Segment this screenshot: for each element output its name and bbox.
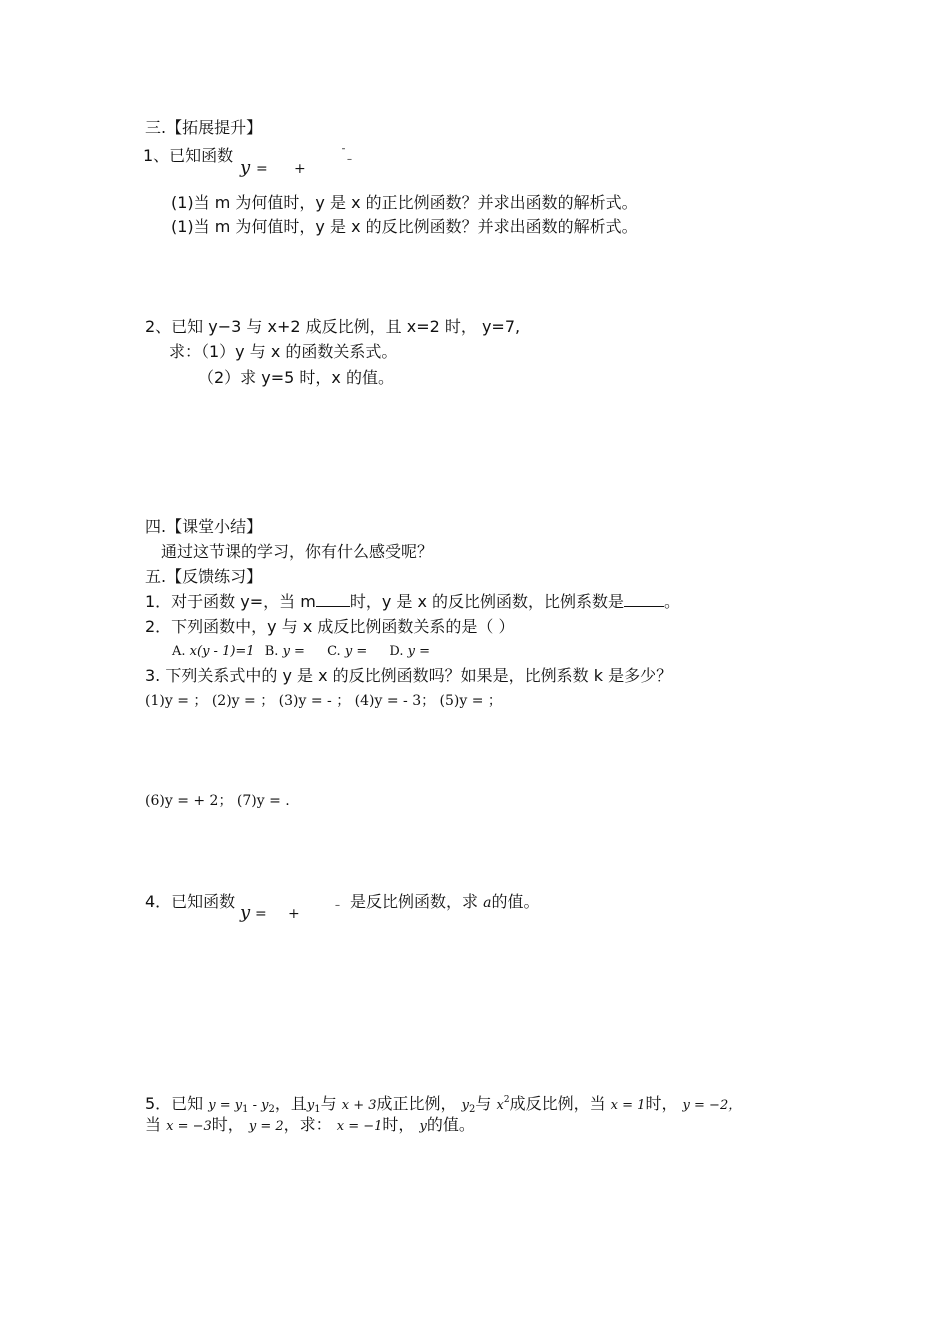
s5-q5-p11: x <box>496 1098 504 1113</box>
section-3-heading: 三.【拓展提升】 <box>145 118 263 137</box>
s5-q5-sup1: 2 <box>503 1095 510 1105</box>
s5-q5-p13: x = 1 <box>610 1098 646 1113</box>
s5-q2-option-b: y = <box>282 644 305 659</box>
s5-q1-b: 时，y 是 x 的反比例函数，比例系数是 <box>349 592 625 611</box>
s5-q4-eq-y: y <box>240 902 251 923</box>
s5-q5-l2i: 的值。 <box>426 1115 475 1134</box>
s5-q4-plus: + <box>288 906 300 922</box>
s4-text: 通过这节课的学习，你有什么感受呢？ <box>161 542 434 561</box>
s5-q5-p9: y <box>461 1098 469 1113</box>
s5-q2-option-d-label: D. <box>389 644 404 659</box>
s5-q1-blank-1 <box>316 592 350 607</box>
s5-q4-suffix <box>350 892 539 913</box>
s5-q1-blank-2 <box>624 592 664 607</box>
s3-q1-eq-y: y <box>240 157 251 178</box>
section-4-heading: 四.【课堂小结】 <box>145 517 263 536</box>
s3-q2-line1: 2、已知 y−3 与 x+2 成反比例，且 x=2 时， y=7, <box>145 317 521 336</box>
s3-q1-stem <box>143 146 233 166</box>
s5-q2-options <box>172 642 430 662</box>
s5-q5-p1: 5．已知 <box>145 1094 204 1113</box>
s5-q2-option-a: x(y - 1)=1 <box>189 644 255 659</box>
s5-q5-p3: - y <box>248 1098 269 1113</box>
s5-q5-l2a: 当 <box>145 1115 162 1134</box>
s5-q4-suffix-text: 是反比例函数，求 <box>350 892 479 911</box>
s5-q5-line2 <box>145 1115 475 1137</box>
s3-q1-dash: – <box>347 154 352 165</box>
s5-q2-option-d: y = <box>407 644 430 659</box>
s5-q5-l2h: y <box>419 1119 427 1134</box>
s5-q3-row1: (1)y = ； (2)y = ； (3)y = - ； (4)y = - 3； (5)y = ； <box>145 693 502 709</box>
s5-q5-p7: x + 3 <box>341 1098 377 1113</box>
s5-q5-p10: 与 <box>475 1094 492 1113</box>
s5-q4-dash: – <box>335 900 340 911</box>
s5-q5-l2e: ，求： <box>283 1115 332 1134</box>
s5-q5-p4: ，且 <box>274 1094 307 1113</box>
s5-q3-row2: (6)y = + 2； (7)y = . <box>145 793 290 809</box>
s3-q1-plus: + <box>294 161 306 177</box>
s3-q1-eq-sign: = <box>256 161 268 177</box>
s5-q2-stem: 2．下列函数中，y 与 x 成反比例函数关系的是（ ） <box>145 617 515 636</box>
s5-q5-l2f: x = −1 <box>336 1119 383 1134</box>
s5-q5-p8: 成正比例， <box>376 1094 457 1113</box>
s5-q2-option-b-label: B. <box>264 644 279 659</box>
s5-q4-end: 的值。 <box>491 892 540 911</box>
s3-q1-part2: (1)当 m 为何值时，y 是 x 的反比例函数？并求出函数的解析式。 <box>171 217 638 236</box>
s5-q2-option-c-label: C. <box>327 644 341 659</box>
s5-q5-l2g: 时， <box>382 1115 415 1134</box>
s5-q4-var: a <box>483 895 492 911</box>
section-5-heading: 五.【反馈练习】 <box>145 567 263 586</box>
s5-q5-sub4: 2 <box>469 1104 476 1115</box>
s5-q5-p14: 时， <box>645 1094 678 1113</box>
s5-q4-prefix: 4．已知函数 <box>145 892 236 911</box>
s5-q5-l2d: y = 2 <box>248 1119 284 1134</box>
s5-q5-p15: y = −2， <box>682 1098 742 1113</box>
s5-q5-l2c: 时， <box>211 1115 244 1134</box>
s5-q5-sub3: 1 <box>314 1104 321 1115</box>
s3-q2-line2: 求：（1）y 与 x 的函数关系式。 <box>169 342 398 361</box>
s3-q1-part1: (1)当 m 为何值时，y 是 x 的正比例函数？并求出函数的解析式。 <box>171 193 638 212</box>
s5-q2-option-a-label: A. <box>172 644 186 659</box>
s5-q5-p2: y = y <box>208 1098 243 1113</box>
s3-q1-tick: ˉ <box>341 148 346 159</box>
s3-q2-line3: （2）求 y=5 时，x 的值。 <box>198 368 394 387</box>
s5-q4-eq-sign: = <box>255 906 267 922</box>
s5-q2-option-c: y = <box>344 644 368 659</box>
s5-q1-c: 。 <box>664 592 681 611</box>
s5-q1-a: 1．对于函数 y=，当 m <box>145 592 316 611</box>
s5-q1 <box>145 592 680 612</box>
s5-q5-p5: y <box>306 1098 315 1113</box>
s5-q5-l2b: x = −3 <box>166 1119 212 1134</box>
s5-q5-p12: 成反比例，当 <box>509 1094 606 1113</box>
s3-q1-prefix: 1、已知函数 <box>143 146 234 165</box>
s5-q5-sub2: 2 <box>268 1104 275 1115</box>
s5-q3-stem: 3. 下列关系式中的 y 是 x 的反比例函数吗？如果是，比例系数 k 是多少？ <box>145 666 673 685</box>
s5-q5-sub1: 1 <box>242 1104 249 1115</box>
s5-q5-p6: 与 <box>320 1094 337 1113</box>
